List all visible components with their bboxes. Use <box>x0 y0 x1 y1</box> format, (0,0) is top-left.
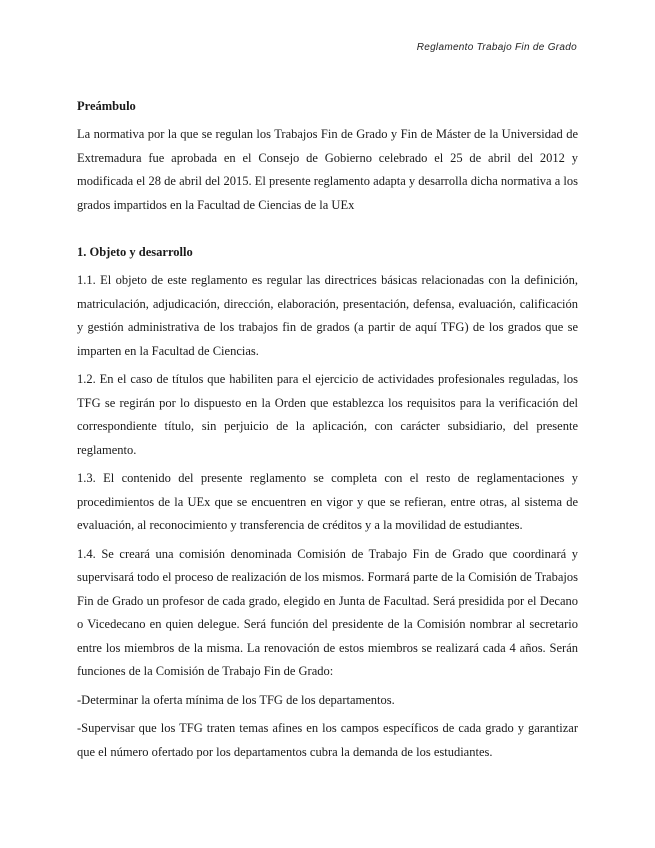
section-1-paragraph-1-2: 1.2. En el caso de títulos que habiliten para el ejercicio de actividades profesionales reguladas, los TFG se regirán por lo dispuesto en la Orden que establezca los requisitos para la verificación del correspondiente título, sin perjuicio de la aplicación, con carácter subsidiario, del presente reglamento. <box>77 372 578 457</box>
page-header: Reglamento Trabajo Fin de Grado <box>416 42 577 53</box>
section-1-paragraph-1-3: 1.3. El contenido del presente reglamento se completa con el resto de reglamentaciones y procedimientos de la UEx que se encuentren en vigor y que se refieran, entre otras, al sistema de evaluación, al reconocimiento y transferencia de créditos y a la movilidad de estudiantes. <box>77 471 578 532</box>
preambulo-text: La normativa por la que se regulan los Trabajos Fin de Grado y Fin de Máster de la Universidad de Extremadura fue aprobada en el Consejo de Gobierno celebrado el 25 de abril del 2012 y modificada el 28 de abril del 2015. El presente reglamento adapta y desarrolla dicha normativa a los grados impartidos en la Facultad de Ciencias de la UEx <box>77 127 578 212</box>
section-1-paragraph-1-4: 1.4. Se creará una comisión denominada Comisión de Trabajo Fin de Grado que coordinará y supervisará todo el proceso de realización de los mismos. Formará parte de la Comisión de Trabajos Fin de Grado un profesor de cada grado, elegido en Junta de Facultad. Será presidida por el Decano o Vicedecano en quien delegue. Será función del presidente de la Comisión nombrar al secretario entre los miembros de la misma. La renovación de estos miembros se realizará cada 4 años. Serán funciones de la Comisión de Trabajo Fin de Grado: <box>77 546 578 678</box>
document-body <box>77 97 578 769</box>
section-1-bullet-1: -Determinar la oferta mínima de los TFG de los departamentos. <box>77 692 395 707</box>
section-1-paragraph-1-1: 1.1. El objeto de este reglamento es regular las directrices básicas relacionadas con la definición, matriculación, adjudicación, dirección, elaboración, presentación, defensa, evaluación, calificación y gestión administrativa de los trabajos fin de grados (a partir de aquí TFG) de los grados que se imparten en la Facultad de Ciencias. <box>77 273 578 358</box>
section-1-heading: 1. Objeto y desarrollo <box>77 245 193 259</box>
preambulo-heading: Preámbulo <box>77 99 136 113</box>
section-spacer <box>77 217 578 243</box>
section-1-bullet-2: -Supervisar que los TFG traten temas afines en los campos específicos de cada grado y garantizar que el número ofertado por los departamentos cubra la demanda de los estudiantes. <box>77 721 578 759</box>
